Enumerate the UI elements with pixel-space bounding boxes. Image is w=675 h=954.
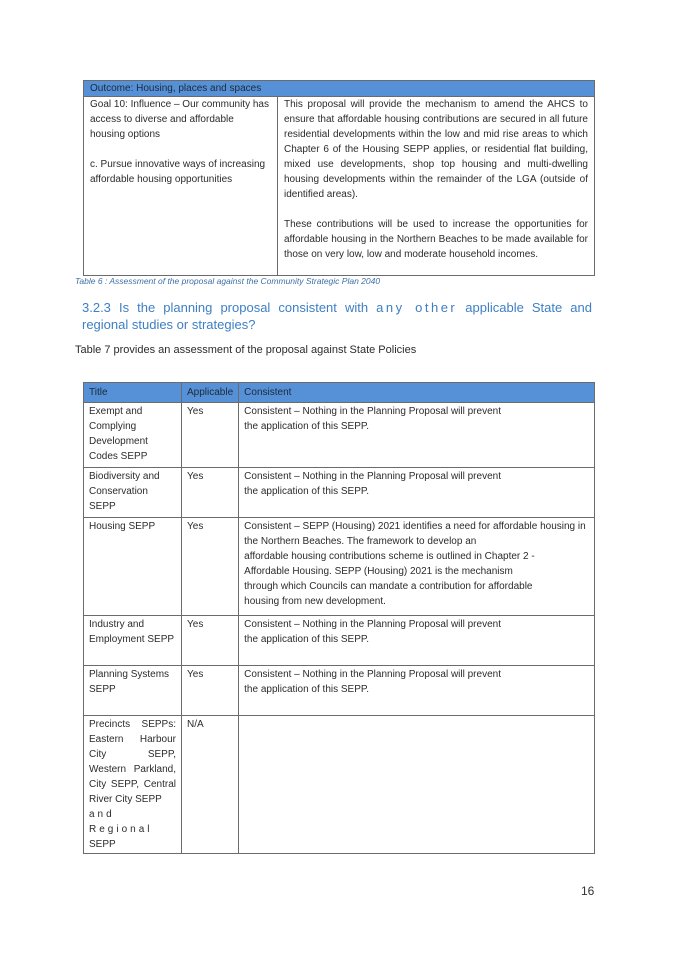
title-text-spaced: Regional	[89, 824, 153, 835]
title-cell: Industry and Employment SEPP	[84, 616, 182, 666]
heading-text: 3.2.3 Is the planning proposal consistent with	[82, 300, 377, 315]
section-heading	[82, 299, 592, 333]
consistent-line: the application of this SEPP.	[244, 684, 370, 695]
heading-text-spaced: any other	[376, 300, 458, 315]
heading-text-end: applicable State and regional studies or strategies?	[82, 300, 592, 332]
consistent-cell	[239, 518, 595, 616]
consistent-line: the application of this SEPP.	[244, 634, 370, 645]
intro-paragraph: Table 7 provides an assessment of the proposal against State Policies	[75, 344, 417, 356]
title-text-end: SEPP	[89, 839, 116, 850]
consistent-line: Consistent – SEPP (Housing) 2021 identifies a need for affordable housing in	[244, 521, 586, 532]
title-cell	[84, 716, 182, 854]
table-state-policies	[83, 382, 595, 854]
consistent-line: affordable housing contributions scheme is outlined in Chapter 2 -	[244, 551, 535, 562]
goal-cell	[84, 97, 278, 276]
consistent-cell	[239, 468, 595, 518]
applicable-cell: Yes	[182, 403, 239, 468]
consistent-line: through which Councils can mandate a contribution for affordable	[244, 581, 533, 592]
applicable-cell: Yes	[182, 468, 239, 518]
page-number: 16	[581, 884, 595, 898]
table-community-strategic-plan	[83, 80, 595, 276]
table-row	[84, 666, 595, 716]
goal-text: Goal 10: Influence – Our community has access to diverse and affordable housing options	[90, 99, 269, 140]
title-cell: Planning Systems SEPP	[84, 666, 182, 716]
column-header-title: Title	[84, 383, 182, 403]
strategy-text: c. Pursue innovative ways of increasing affordable housing opportunities	[90, 159, 266, 185]
title-text-spaced: and	[89, 809, 115, 820]
title-cell: Biodiversity and Conservation SEPP	[84, 468, 182, 518]
table-row	[84, 616, 595, 666]
response-cell	[278, 97, 595, 276]
table-row	[84, 468, 595, 518]
consistent-line: housing from new development.	[244, 596, 386, 607]
response-paragraph-2: These contributions will be used to increase the opportunities for affordable housing in the Northern Beaches to be made available for those on very low, low and moderate household incomes.	[284, 219, 588, 260]
column-header-applicable: Applicable	[182, 383, 239, 403]
consistent-cell	[239, 716, 595, 854]
consistent-line: Affordable Housing. SEPP (Housing) 2021 is the mechanism	[244, 566, 513, 577]
consistent-line: Consistent – Nothing in the Planning Proposal will prevent	[244, 619, 501, 630]
table-header-row	[84, 81, 595, 97]
title-cell: Housing SEPP	[84, 518, 182, 616]
table-row	[84, 97, 595, 276]
table-row	[84, 518, 595, 616]
table-header-row	[84, 383, 595, 403]
outcome-header: Outcome: Housing, places and spaces	[84, 81, 595, 97]
column-header-consistent: Consistent	[239, 383, 595, 403]
consistent-line: Consistent – Nothing in the Planning Proposal will prevent	[244, 669, 501, 680]
title-text: Precincts SEPPs: Eastern Harbour City SEPP, Western Parkland, City SEPP, Central River City SEPP	[89, 719, 176, 805]
applicable-cell: N/A	[182, 716, 239, 854]
applicable-cell: Yes	[182, 616, 239, 666]
consistent-cell	[239, 666, 595, 716]
title-cell: Exempt and Complying Development Codes SEPP	[84, 403, 182, 468]
consistent-line: Consistent – Nothing in the Planning Proposal will prevent	[244, 406, 501, 417]
applicable-cell: Yes	[182, 518, 239, 616]
table-6-caption: Table 6 : Assessment of the proposal against the Community Strategic Plan 2040	[75, 276, 381, 286]
consistent-line: the application of this SEPP.	[244, 486, 370, 497]
consistent-line: the application of this SEPP.	[244, 421, 370, 432]
response-paragraph-1: This proposal will provide the mechanism to amend the AHCS to ensure that affordable housing contributions are secured in all future residential developments within the low and mid rise areas to which Chapter 6 of the Housing SEPP applies, or residential flat building, mixed use developments, shop top housing and multi-dwelling housing developments within the remainder of the LGA (outside of identified areas).	[284, 99, 588, 200]
consistent-cell	[239, 616, 595, 666]
consistent-cell	[239, 403, 595, 468]
table-row	[84, 716, 595, 854]
consistent-line: Consistent – Nothing in the Planning Proposal will prevent	[244, 471, 501, 482]
consistent-line: the Northern Beaches. The framework to develop an	[244, 536, 477, 547]
table-row	[84, 403, 595, 468]
applicable-cell: Yes	[182, 666, 239, 716]
